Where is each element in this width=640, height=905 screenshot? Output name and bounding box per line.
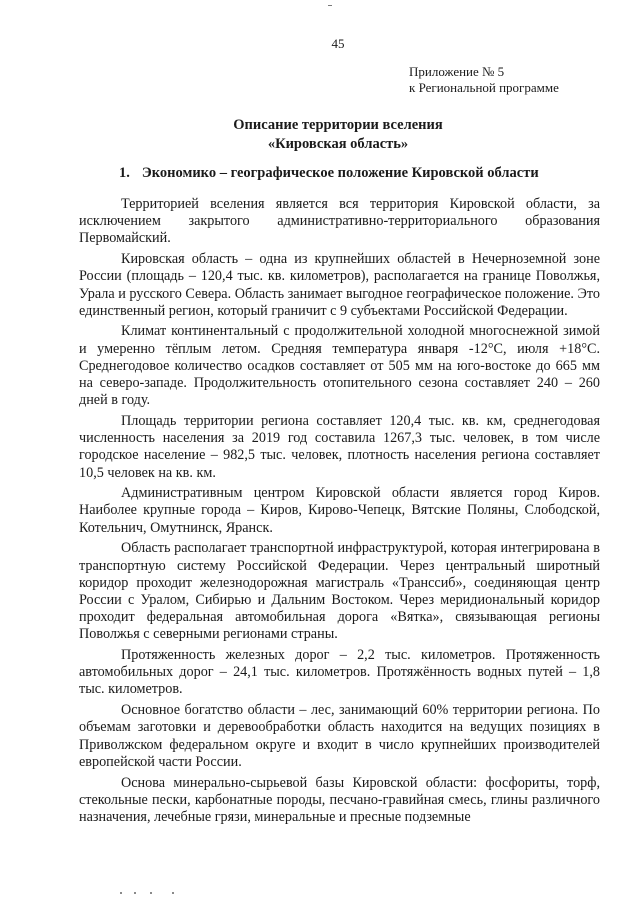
title-line-1: Описание территории вселения bbox=[233, 117, 443, 133]
scan-speck bbox=[328, 5, 332, 6]
appendix-note bbox=[409, 64, 559, 96]
paragraph: Основа минерально-сырьевой базы Кировской области: фосфориты, торф, стекольные пески, карбонатные породы, песчано-гравийная смесь, глины различного назначения, лечебные грязи, минеральные и пресные подземные bbox=[79, 774, 600, 825]
paragraph: Площадь территории региона составляет 120,4 тыс. кв. км, среднегодовая численность населения за 2019 год составила 1267,3 тыс. человек, в том числе городское население – 982,5 тыс. человек, плотность населения региона составляет 10,5 человек на кв. км. bbox=[79, 412, 600, 481]
page-number: 45 bbox=[331, 36, 345, 51]
paragraph: Область располагает транспортной инфраструктурой, которая интегрирована в транспортную систему Российской Федерации. Через центральный широтный коридор проходит железнодорожная магистраль «Транссиб», соединяющая центр России с Уралом, Сибирью и Дальним Востоком. Через меридиональный коридор проходит федеральная автомобильная дорога «Вятка», связывающая регионы Поволжья с северными регионами страны. bbox=[79, 540, 600, 643]
paragraph: Основное богатство области – лес, занимающий 60% территории региона. По объемам заготовки и деревообработки область находится на ведущих позициях в Приволжском федеральном округе и входит в число крупнейших производителей европейской части России. bbox=[79, 702, 600, 770]
title-line-2: «Кировская область» bbox=[267, 136, 409, 152]
document-title bbox=[18, 116, 640, 154]
paragraph: Климат континентальный с продолжительной холодной многоснежной зимой и умеренно тёплым летом. Средняя температура января -12°С, июля +18°С. Среднегодовое количество осадков составляет от 505 мм на юго-востоке до 665 мм на северо-западе. Продолжительность отопительного сезона составляет 240 – 260 дней в году. bbox=[79, 323, 600, 409]
section-heading bbox=[119, 165, 539, 182]
paragraph: Протяженность железных дорог – 2,2 тыс. километров. Протяженность автомобильных дорог – 24,1 тыс. километров. Протяжённость водных путей – 1,8 тыс. километров. bbox=[79, 647, 600, 698]
scan-specks bbox=[120, 892, 190, 896]
appendix-line-1: Приложение № 5 bbox=[409, 64, 505, 79]
body-text bbox=[79, 196, 600, 830]
paragraph: Территорией вселения является вся территория Кировской области, за исключением закрытого административно-территориального образования Первомайский. bbox=[79, 196, 600, 247]
section-title: Экономико – географическое положение Кировской области bbox=[141, 165, 539, 181]
section-number: 1. bbox=[119, 165, 130, 181]
paragraph: Кировская область – одна из крупнейших областей в Нечерноземной зоне России (площадь – 120,4 тыс. кв. километров), располагается на границе Поволжья, Урала и русского Севера. Область занимает выгодное географическое положение. Это единственный регион, который граничит с 9 субъектами Российской Федерации. bbox=[79, 251, 600, 319]
paragraph: Административным центром Кировской области является город Киров. Наиболее крупные города – Киров, Кирово-Чепецк, Вятские Поляны, Слободской, Котельнич, Омутнинск, Яранск. bbox=[79, 485, 600, 536]
appendix-line-2: к Региональной программе bbox=[409, 80, 559, 95]
